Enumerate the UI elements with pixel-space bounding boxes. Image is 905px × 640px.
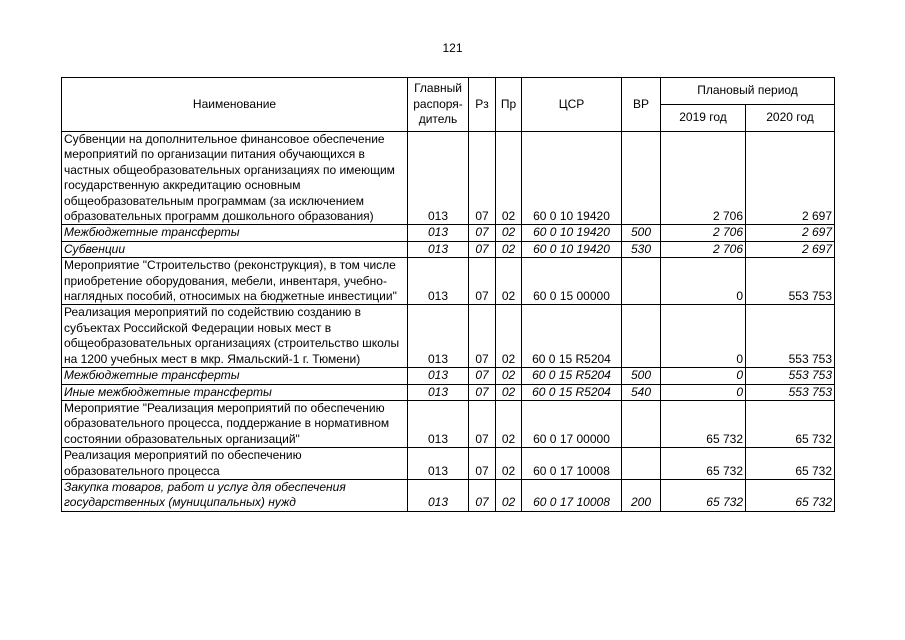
row-chief: 013 (408, 225, 469, 241)
table-row (62, 400, 835, 447)
row-vr (622, 132, 661, 225)
table-body (62, 132, 835, 512)
row-pr: 02 (496, 448, 522, 480)
table-row (62, 305, 835, 368)
row-pr: 02 (496, 384, 522, 400)
table-row (62, 258, 835, 305)
row-2020: 553 753 (746, 258, 835, 305)
header-planned-period: Плановый период (661, 78, 835, 105)
row-2020: 553 753 (746, 384, 835, 400)
row-vr (622, 305, 661, 368)
page-number: 121 (442, 41, 463, 55)
row-rz: 07 (469, 225, 496, 241)
row-rz: 07 (469, 479, 496, 511)
row-2019: 65 732 (661, 400, 746, 447)
row-name: Иные межбюджетные трансферты (62, 384, 408, 400)
row-chief: 013 (408, 241, 469, 257)
row-chief: 013 (408, 368, 469, 384)
row-2019: 2 706 (661, 132, 746, 225)
row-2020: 65 732 (746, 479, 835, 511)
row-name: Субвенции (62, 241, 408, 257)
row-vr: 500 (622, 225, 661, 241)
row-name: Субвенции на дополнительное финансовое обеспечение мероприятий по организации питания обучающихся в частных общеобразовательных организациях по имеющим государственную аккредитацию основным общеобразовательным программам (за исключением образовательных программ дошкольного образования) (62, 132, 408, 225)
row-name: Мероприятие "Строительство (реконструкция), в том числе приобретение оборудования, мебели, инвентаря, учебно-наглядных пособий, относимых на бюджетные инвестиции" (62, 258, 408, 305)
row-2019: 2 706 (661, 225, 746, 241)
header-2020: 2020 год (746, 105, 835, 132)
row-2019: 65 732 (661, 479, 746, 511)
row-vr (622, 448, 661, 480)
table-row (62, 225, 835, 241)
row-2019: 0 (661, 368, 746, 384)
row-csr: 60 0 17 10008 (522, 448, 622, 480)
row-csr: 60 0 17 10008 (522, 479, 622, 511)
row-name: Закупка товаров, работ и услуг для обеспечения государственных (муниципальных) нужд (62, 479, 408, 511)
table-row (62, 241, 835, 257)
row-pr: 02 (496, 305, 522, 368)
row-pr: 02 (496, 241, 522, 257)
row-rz: 07 (469, 132, 496, 225)
row-name: Мероприятие "Реализация мероприятий по обеспечению образовательного процесса, поддержание в нормативном состоянии образовательных организаций" (62, 400, 408, 447)
row-name: Межбюджетные трансферты (62, 225, 408, 241)
row-name: Межбюджетные трансферты (62, 368, 408, 384)
row-name: Реализация мероприятий по содействию созданию в субъектах Российской Федерации новых мест в общеобразовательных организациях (строительство школы на 1200 учебных мест в мкр. Ямальский-1 г. Тюмени) (62, 305, 408, 368)
row-vr: 200 (622, 479, 661, 511)
table-row (62, 448, 835, 480)
row-pr: 02 (496, 400, 522, 447)
row-2019: 65 732 (661, 448, 746, 480)
table-row (62, 479, 835, 511)
row-pr: 02 (496, 368, 522, 384)
row-2020: 2 697 (746, 241, 835, 257)
header-2019: 2019 год (661, 105, 746, 132)
row-pr: 02 (496, 479, 522, 511)
row-chief: 013 (408, 384, 469, 400)
row-pr: 02 (496, 132, 522, 225)
row-2019: 0 (661, 258, 746, 305)
row-chief: 013 (408, 132, 469, 225)
row-csr: 60 0 17 00000 (522, 400, 622, 447)
row-csr: 60 0 15 R5204 (522, 368, 622, 384)
row-2019: 0 (661, 384, 746, 400)
row-rz: 07 (469, 241, 496, 257)
header-pr: Пр (496, 78, 522, 132)
row-csr: 60 0 15 R5204 (522, 384, 622, 400)
budget-table (61, 77, 835, 512)
row-chief: 013 (408, 258, 469, 305)
row-chief: 013 (408, 305, 469, 368)
row-pr: 02 (496, 225, 522, 241)
row-pr: 02 (496, 258, 522, 305)
row-2020: 2 697 (746, 225, 835, 241)
table-row (62, 132, 835, 225)
row-csr: 60 0 15 00000 (522, 258, 622, 305)
header-chief: Главный распоря-дитель (408, 78, 469, 132)
row-csr: 60 0 15 R5204 (522, 305, 622, 368)
row-chief: 013 (408, 400, 469, 447)
header-csr: ЦСР (522, 78, 622, 132)
row-rz: 07 (469, 368, 496, 384)
row-chief: 013 (408, 479, 469, 511)
header-rz: Рз (469, 78, 496, 132)
header-vr: ВР (622, 78, 661, 132)
row-rz: 07 (469, 400, 496, 447)
row-chief: 013 (408, 448, 469, 480)
header-name: Наименование (62, 78, 408, 132)
row-vr: 500 (622, 368, 661, 384)
row-2020: 2 697 (746, 132, 835, 225)
row-name: Реализация мероприятий по обеспечению образовательного процесса (62, 448, 408, 480)
row-2020: 65 732 (746, 448, 835, 480)
row-2019: 0 (661, 305, 746, 368)
row-vr (622, 258, 661, 305)
row-csr: 60 0 10 19420 (522, 225, 622, 241)
row-csr: 60 0 10 19420 (522, 241, 622, 257)
row-rz: 07 (469, 258, 496, 305)
row-2020: 553 753 (746, 305, 835, 368)
table-row (62, 384, 835, 400)
row-vr (622, 400, 661, 447)
table-row (62, 368, 835, 384)
row-rz: 07 (469, 305, 496, 368)
row-csr: 60 0 10 19420 (522, 132, 622, 225)
row-2020: 553 753 (746, 368, 835, 384)
row-rz: 07 (469, 448, 496, 480)
row-2020: 65 732 (746, 400, 835, 447)
row-2019: 2 706 (661, 241, 746, 257)
row-rz: 07 (469, 384, 496, 400)
row-vr: 530 (622, 241, 661, 257)
row-vr: 540 (622, 384, 661, 400)
